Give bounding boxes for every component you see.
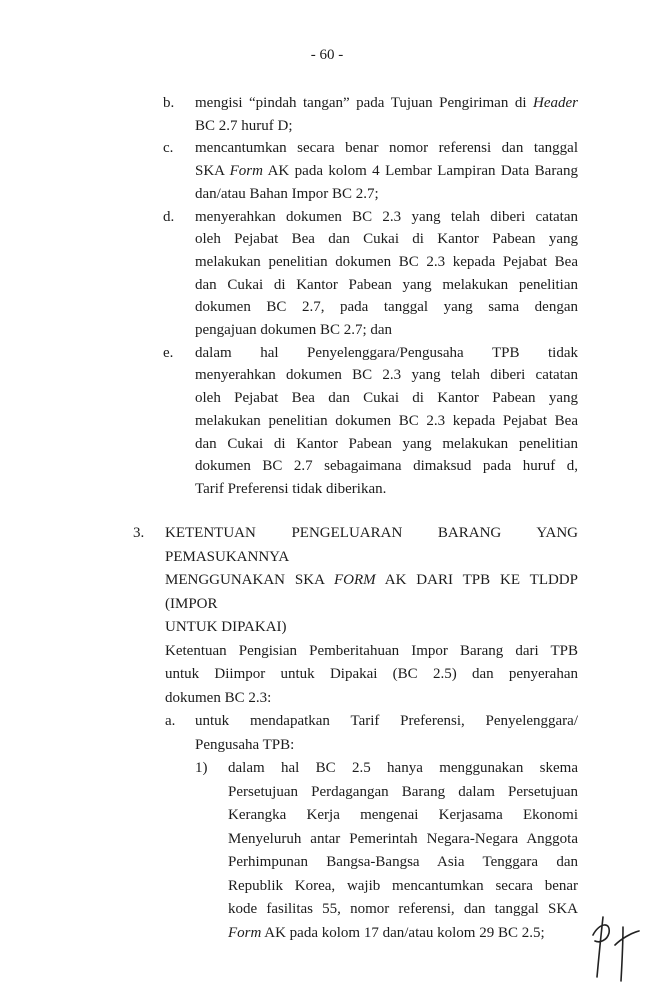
sub-item-a-line bbox=[195, 710, 578, 734]
sub-item-1-marker: 1) bbox=[195, 760, 208, 776]
section-number: 3. bbox=[133, 525, 145, 541]
sub-item-a bbox=[165, 710, 578, 757]
list-item-e-line bbox=[195, 478, 578, 501]
italic-term: Header bbox=[533, 95, 578, 111]
text-segment: Kerangka Kerja mengenai Kerjasama Ekonomi bbox=[228, 807, 578, 823]
text-segment: Perhimpunan Bangsa-Bangsa Asia Tenggara dan bbox=[228, 854, 578, 870]
sub-item-1-line bbox=[228, 804, 578, 828]
list-item-e-line bbox=[195, 433, 578, 456]
sub-item-1-line bbox=[228, 922, 578, 946]
list-item-d-line bbox=[195, 296, 578, 319]
text-segment: mencantumkan secara benar nomor referensi dan tanggal bbox=[195, 140, 578, 157]
text-segment: Pengusaha TPB: bbox=[195, 736, 295, 753]
text-segment: dan/atau Bahan Impor BC 2.7; bbox=[195, 185, 379, 202]
section-intro-line bbox=[165, 640, 578, 664]
list-item-d-line bbox=[195, 228, 578, 251]
text-segment: dan Cukai di Kantor Pabean yang melakukan penelitian bbox=[195, 435, 578, 452]
list-item-c-line bbox=[195, 137, 578, 160]
list-item-d-line bbox=[195, 206, 578, 229]
sub-item-1-line bbox=[228, 851, 578, 875]
text-segment: oleh Pejabat Bea dan Cukai di Kantor Pabean yang bbox=[195, 390, 578, 407]
sub-item-a-line bbox=[195, 734, 578, 758]
text-segment: BC 2.7 huruf D; bbox=[195, 117, 293, 134]
list-item-d-marker: d. bbox=[163, 208, 175, 225]
text-segment: oleh Pejabat Bea dan Cukai di Kantor Pabean yang bbox=[195, 231, 578, 248]
text-segment: menyerahkan dokumen BC 2.3 yang telah diberi catatan bbox=[195, 208, 578, 225]
text-segment: Persetujuan Perdagangan Barang dalam Persetujuan bbox=[228, 783, 578, 800]
section-3 bbox=[133, 522, 578, 945]
text-segment: Republik Korea, wajib mencantumkan secara benar bbox=[228, 877, 578, 894]
text-segment: menyerahkan dokumen BC 2.3 yang telah diberi catatan bbox=[195, 367, 578, 384]
list-item-e-line bbox=[195, 342, 578, 365]
list-item-b bbox=[163, 92, 578, 137]
list-item-e-line bbox=[195, 387, 578, 410]
page-number: - 60 - bbox=[310, 47, 344, 63]
text-segment: SKA bbox=[195, 163, 230, 180]
list-item-c-line bbox=[195, 160, 578, 183]
text-segment: AK DARI TPB KE TLDDP (IMPOR bbox=[165, 572, 578, 612]
sub-item-1-line bbox=[228, 781, 578, 805]
text-segment: dokumen BC 2.7, pada tanggal yang sama dengan bbox=[195, 299, 578, 316]
list-items-b-to-e bbox=[163, 92, 578, 501]
text-segment: Menyeluruh antar Pemerintah Negara-Negara Anggota bbox=[228, 830, 578, 847]
list-item-b-marker: b. bbox=[163, 95, 175, 111]
list-item-b-line bbox=[195, 92, 578, 115]
text-segment: dokumen BC 2.3: bbox=[165, 689, 272, 706]
section-3-heading bbox=[133, 522, 578, 710]
text-segment: Tarif Preferensi tidak diberikan. bbox=[195, 480, 387, 497]
list-item-c-marker: c. bbox=[163, 140, 174, 157]
list-item-e-line bbox=[195, 410, 578, 433]
list-item-e-line bbox=[195, 455, 578, 478]
sub-item-1-line bbox=[228, 875, 578, 899]
text-segment: pengajuan dokumen BC 2.7; dan bbox=[195, 322, 393, 339]
text-segment: dalam hal BC 2.5 hanya menggunakan skema bbox=[228, 760, 578, 776]
sub-item-1-line bbox=[228, 757, 578, 781]
list-item-b-line bbox=[195, 115, 578, 138]
sub-item-1-line bbox=[228, 898, 578, 922]
text-segment: melakukan penelitian dokumen BC 2.3 kepada Pejabat Bea bbox=[195, 253, 578, 270]
list-item-c bbox=[163, 137, 578, 205]
list-item-c-line bbox=[195, 183, 578, 206]
text-segment: dalam hal Penyelenggara/Pengusaha TPB tidak bbox=[195, 344, 578, 361]
text-segment: KETENTUAN PENGELUARAN BARANG YANG PEMASUKANNYA bbox=[165, 525, 578, 565]
italic-term: FORM bbox=[334, 572, 376, 588]
text-segment: AK pada kolom 4 Lembar Lampiran Data Barang bbox=[262, 163, 578, 180]
text-segment: melakukan penelitian dokumen BC 2.3 kepada Pejabat Bea bbox=[195, 412, 578, 429]
signature-initials bbox=[585, 905, 645, 985]
list-item-d bbox=[163, 206, 578, 342]
italic-term: Form bbox=[229, 163, 263, 180]
list-item-e-line bbox=[195, 364, 578, 387]
section-intro-line bbox=[165, 663, 578, 687]
list-item-d-line bbox=[195, 251, 578, 274]
text-segment: UNTUK DIPAKAI) bbox=[165, 619, 287, 635]
list-item-d-line bbox=[195, 319, 578, 342]
text-segment: Ketentuan Pengisian Pemberitahuan Impor Barang dari TPB bbox=[165, 642, 578, 659]
text-segment: mengisi “pindah tangan” pada Tujuan Pengiriman di bbox=[195, 95, 533, 111]
sub-item-1-line bbox=[228, 828, 578, 852]
text-segment: untuk mendapatkan Tarif Preferensi, Penyelenggara/ bbox=[195, 713, 578, 729]
sub-item-a-marker: a. bbox=[165, 713, 176, 729]
list-item-e bbox=[163, 342, 578, 501]
text-segment: dokumen BC 2.7 sebagaimana dimaksud pada huruf d, bbox=[195, 458, 578, 475]
italic-term: Form bbox=[228, 924, 262, 941]
section-intro-line bbox=[165, 687, 578, 711]
text-segment: dan Cukai di Kantor Pabean yang melakukan penelitian bbox=[195, 276, 578, 293]
text-segment: AK pada kolom 17 dan/atau kolom 29 BC 2.5; bbox=[261, 924, 545, 941]
text-segment: MENGGUNAKAN SKA bbox=[165, 572, 334, 588]
section-heading-line bbox=[165, 569, 578, 616]
section-heading-line bbox=[165, 522, 578, 569]
section-heading-line bbox=[165, 616, 578, 640]
sub-item-1 bbox=[195, 757, 578, 945]
list-item-d-line bbox=[195, 274, 578, 297]
text-segment: untuk Diimpor untuk Dipakai (BC 2.5) dan penyerahan bbox=[165, 666, 578, 682]
text-segment: kode fasilitas 55, nomor referensi, dan tanggal SKA bbox=[228, 901, 578, 917]
list-item-e-marker: e. bbox=[163, 344, 174, 361]
